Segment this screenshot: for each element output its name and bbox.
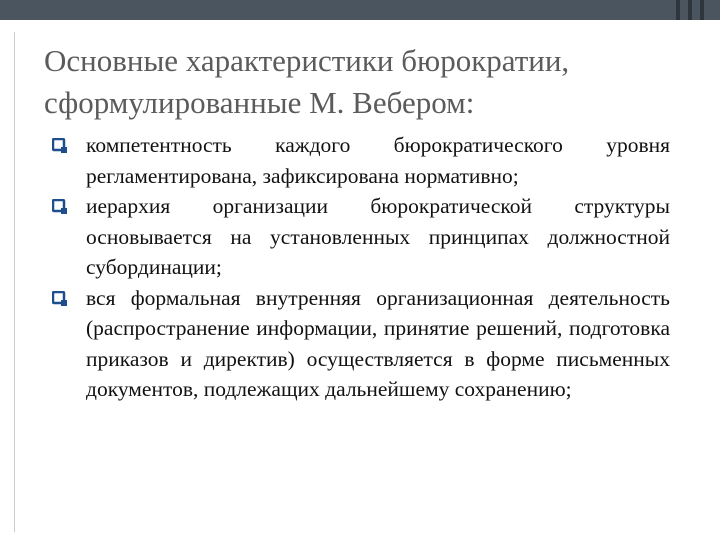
title-line-1: Основные характеристики бюрократии, [44,43,570,78]
q-bullet-icon [52,199,68,215]
bullet-item [52,191,670,283]
q-bullet-icon [52,291,68,307]
bullet-text: компетентность каждого бюрократического уровня регламентирована, зафиксирована нормативно; [86,133,670,188]
bullet-item [52,130,670,191]
top-bar-accent [700,0,704,20]
bullet-item [52,283,670,405]
q-bullet-icon [52,138,68,154]
title-line-2: сформулированные М. Вебером: [44,85,475,120]
slide-title [44,40,684,124]
bullet-list [52,130,670,405]
top-bar-accent [676,0,680,20]
bullet-text: иерархия организации бюрократической структуры основывается на установленных принципах должностной субординации; [86,194,670,279]
left-divider-line [14,32,15,532]
top-bar-accent [688,0,692,20]
bullet-text: вся формальная внутренняя организационная деятельность (распространение информации, принятие решений, подготовка приказов и директив) осуществляется в форме письменных документов, подлежащих дальнейшему сохранению; [86,285,670,401]
top-decorative-bar [0,0,720,20]
